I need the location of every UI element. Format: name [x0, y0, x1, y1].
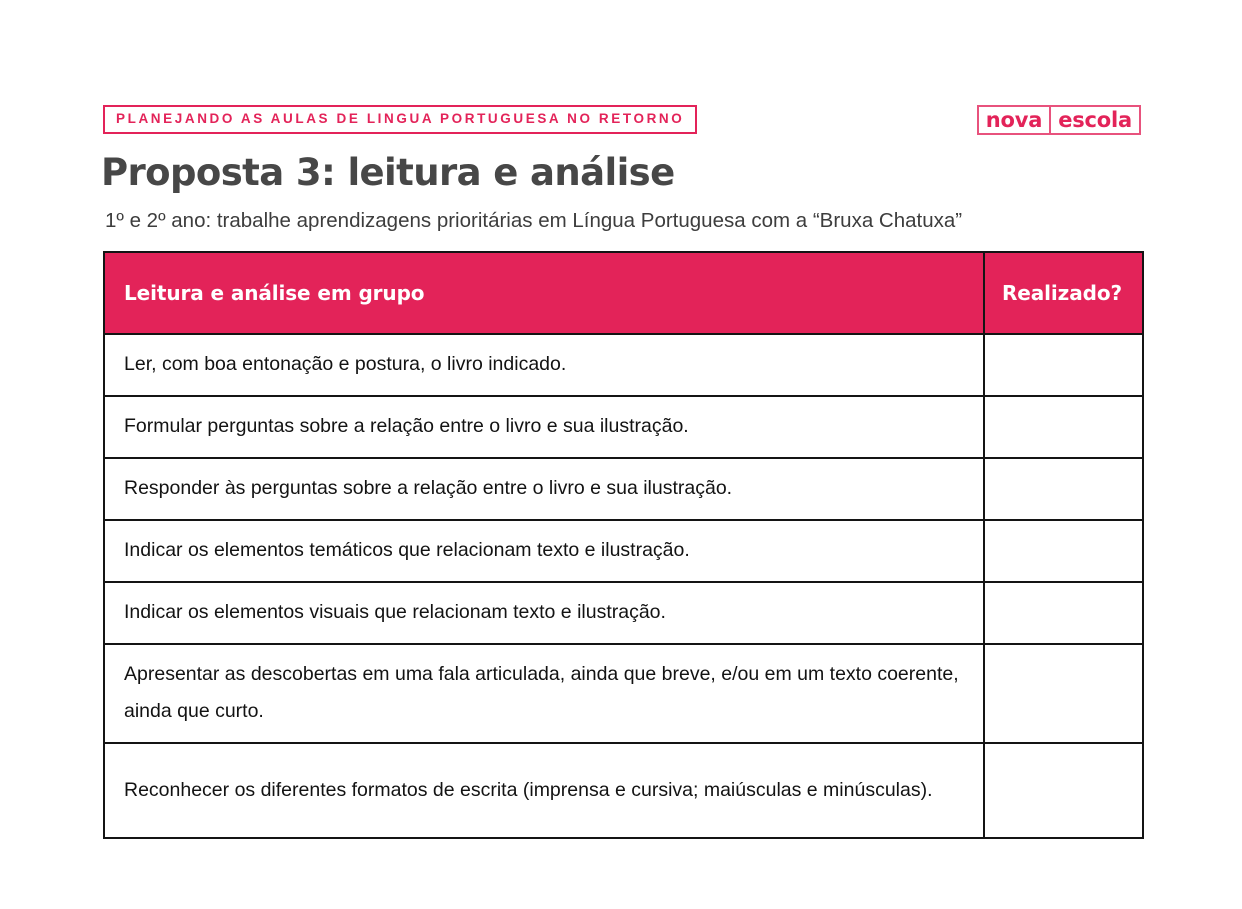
done-checkbox-cell[interactable] [984, 334, 1143, 396]
done-checkbox-cell[interactable] [984, 582, 1143, 644]
checklist-table-head [104, 252, 1143, 334]
column-header-done-label: Realizado? [1002, 281, 1122, 305]
nova-escola-logo [977, 105, 1141, 135]
checklist-table-body [104, 334, 1143, 838]
column-header-task-label: Leitura e análise em grupo [124, 281, 425, 305]
eyebrow-banner: PLANEJANDO AS AULAS DE LINGUA PORTUGUESA NO RETORNO [103, 105, 697, 134]
page-title: Proposta 3: leitura e análise [101, 151, 675, 194]
done-checkbox-cell[interactable] [984, 644, 1143, 743]
logo-word-escola: escola [1049, 107, 1139, 133]
task-cell: Responder às perguntas sobre a relação entre o livro e sua ilustração. [104, 458, 984, 520]
done-checkbox-cell[interactable] [984, 743, 1143, 838]
table-row [104, 582, 1143, 644]
table-row [104, 334, 1143, 396]
done-checkbox-cell[interactable] [984, 458, 1143, 520]
table-row [104, 520, 1143, 582]
table-row [104, 644, 1143, 743]
checklist-table [103, 251, 1144, 839]
task-cell: Ler, com boa entonação e postura, o livro indicado. [104, 334, 984, 396]
document-header [103, 105, 1141, 137]
task-cell: Reconhecer os diferentes formatos de escrita (imprensa e cursiva; maiúsculas e minúsculas). [104, 743, 984, 838]
task-cell: Formular perguntas sobre a relação entre o livro e sua ilustração. [104, 396, 984, 458]
logo-word-nova: nova [985, 107, 1043, 132]
task-cell: Indicar os elementos temáticos que relacionam texto e ilustração. [104, 520, 984, 582]
task-cell: Apresentar as descobertas em uma fala articulada, ainda que breve, e/ou em um texto coerente, ainda que curto. [104, 644, 984, 743]
done-checkbox-cell[interactable] [984, 520, 1143, 582]
task-cell: Indicar os elementos visuais que relacionam texto e ilustração. [104, 582, 984, 644]
column-header-task [104, 252, 984, 334]
page-subtitle: 1º e 2º ano: trabalhe aprendizagens prioritárias em Língua Portuguesa com a “Bruxa Chatuxa” [105, 209, 963, 232]
table-row [104, 743, 1143, 838]
table-row [104, 396, 1143, 458]
table-header-row [104, 252, 1143, 334]
table-row [104, 458, 1143, 520]
column-header-done [984, 252, 1143, 334]
done-checkbox-cell[interactable] [984, 396, 1143, 458]
